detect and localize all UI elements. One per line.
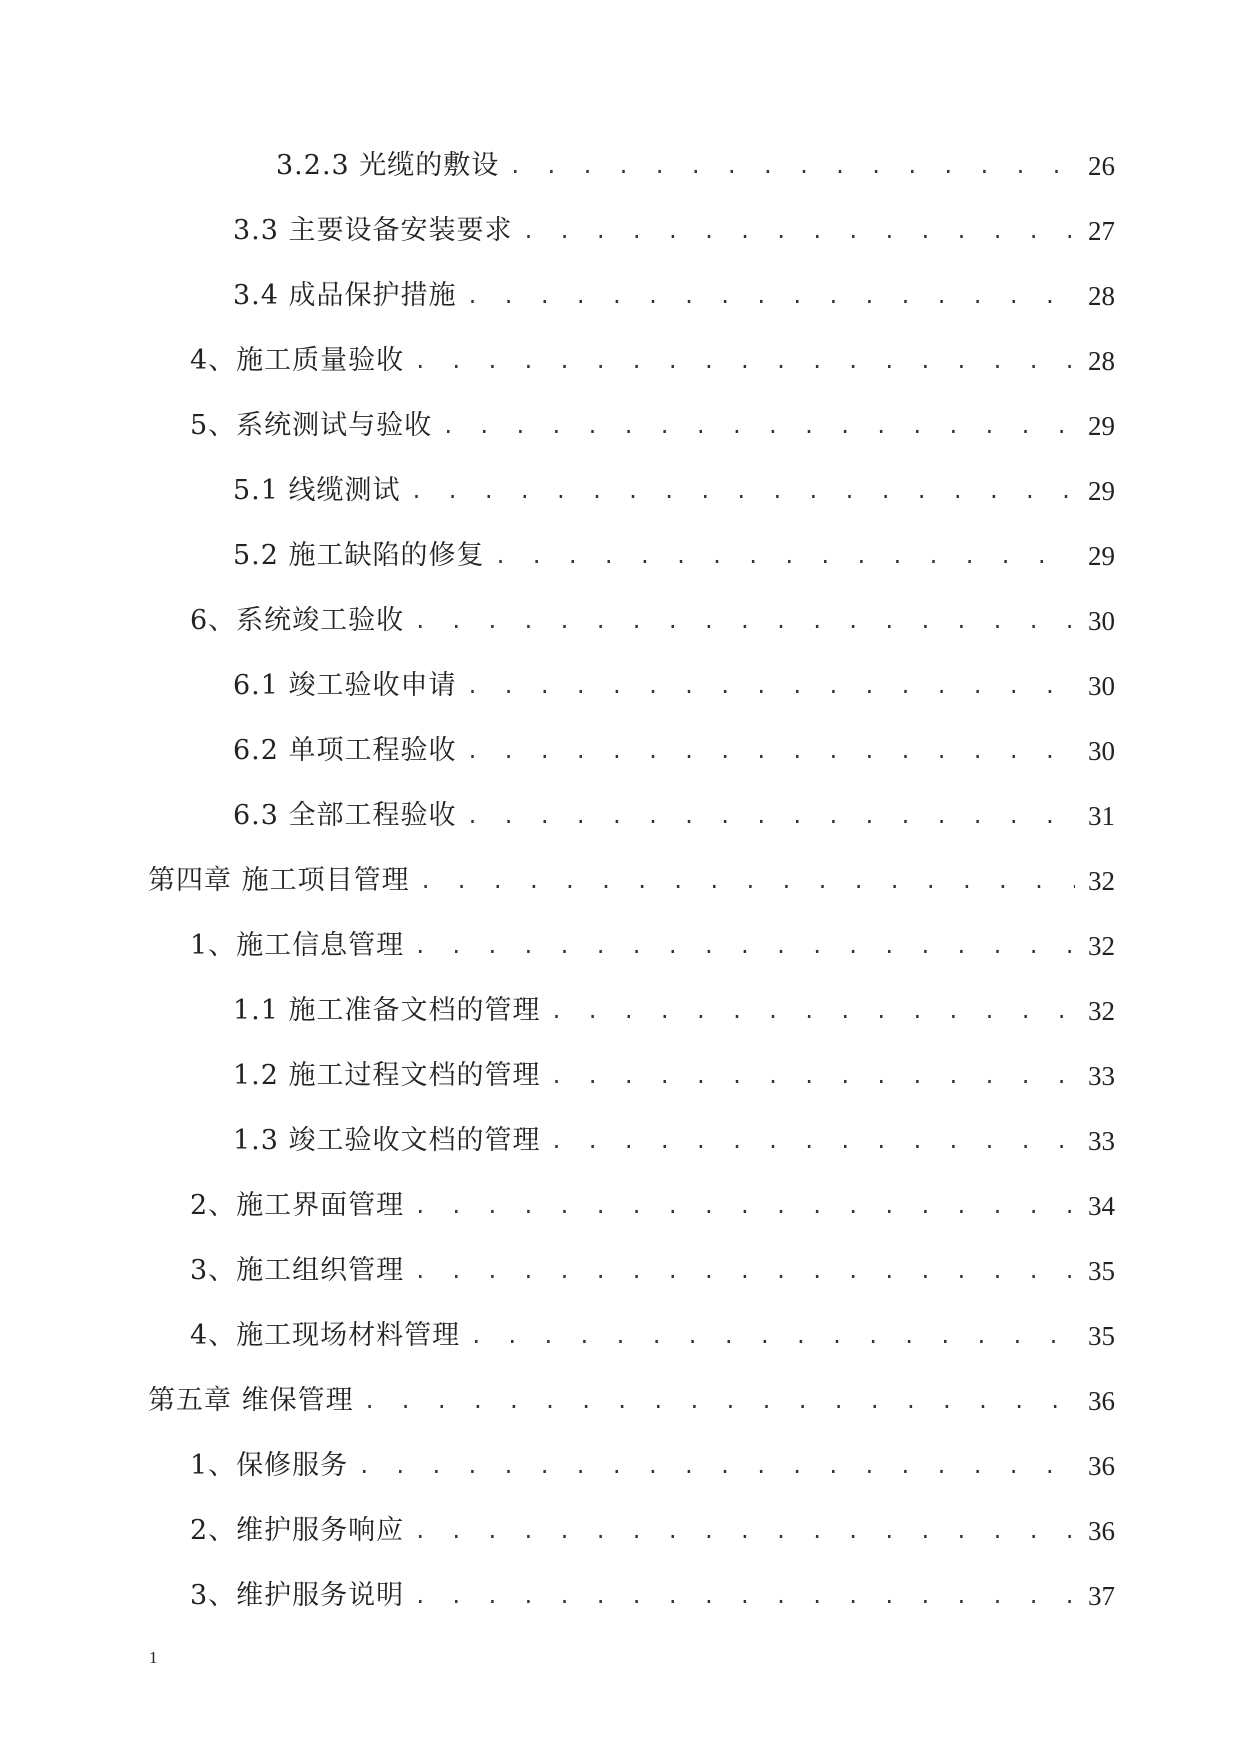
toc-entry-title: 4、施工质量验收 [190, 345, 405, 376]
dot-leader [414, 929, 1075, 963]
toc-page-number: 35 [1088, 1256, 1115, 1286]
dot-leader [442, 409, 1075, 443]
toc-page-number: 27 [1088, 216, 1115, 246]
toc-entry-title: 1.1 施工准备文档的管理 [233, 995, 541, 1026]
toc-entry[interactable] [0, 539, 1241, 604]
dot-leader [411, 474, 1075, 508]
toc-entry[interactable] [0, 929, 1241, 994]
dot-leader [551, 1124, 1075, 1158]
toc-page-number: 34 [1088, 1191, 1115, 1221]
toc-page-number: 33 [1088, 1061, 1115, 1091]
toc-entry-title: 1.2 施工过程文档的管理 [233, 1060, 541, 1091]
toc-page-number: 28 [1088, 281, 1115, 311]
toc-page-number: 32 [1088, 866, 1115, 896]
toc-entry[interactable] [0, 1124, 1241, 1189]
toc-entry[interactable] [0, 799, 1241, 864]
toc-entry-title: 6.1 竣工验收申请 [233, 670, 457, 701]
toc-entry-title: 3、维护服务说明 [190, 1580, 405, 1611]
dot-leader [495, 539, 1075, 573]
toc-entry[interactable] [0, 604, 1241, 669]
toc-entry-title: 3.2.3 光缆的敷设 [276, 150, 500, 181]
toc-entry[interactable] [0, 1319, 1241, 1384]
dot-leader [420, 864, 1075, 898]
toc-page-number: 26 [1088, 151, 1115, 181]
toc-page-number: 32 [1088, 931, 1115, 961]
toc-entry[interactable] [0, 1579, 1241, 1644]
dot-leader [551, 994, 1075, 1028]
dot-leader [551, 1059, 1075, 1093]
toc-entry[interactable] [0, 734, 1241, 799]
dot-leader [523, 214, 1075, 248]
dot-leader [358, 1449, 1075, 1483]
dot-leader [470, 1319, 1075, 1353]
dot-leader [509, 149, 1075, 183]
toc-entry-title: 第四章 施工项目管理 [148, 865, 410, 896]
toc-entry-title: 5.2 施工缺陷的修复 [233, 540, 485, 571]
toc-entry-title: 第五章 维保管理 [148, 1385, 354, 1416]
toc-entry-title: 1、施工信息管理 [190, 930, 405, 961]
toc-entry-title: 6.3 全部工程验收 [233, 800, 457, 831]
toc-page-number: 30 [1088, 606, 1115, 636]
toc-entry[interactable] [0, 279, 1241, 344]
toc-entry-title: 1.3 竣工验收文档的管理 [233, 1125, 541, 1156]
toc-entry-title: 2、维护服务响应 [190, 1515, 405, 1546]
toc-entry-chapter[interactable] [0, 864, 1241, 929]
toc-page-number: 28 [1088, 346, 1115, 376]
toc-page-number: 32 [1088, 996, 1115, 1026]
toc-page-number: 36 [1088, 1516, 1115, 1546]
dot-leader [414, 1514, 1075, 1548]
dot-leader [467, 669, 1075, 703]
dot-leader [414, 1579, 1075, 1613]
toc-page-number: 29 [1088, 541, 1115, 571]
toc-page-number: 37 [1088, 1581, 1115, 1611]
toc-entry[interactable] [0, 474, 1241, 539]
toc-page-number: 30 [1088, 671, 1115, 701]
toc-page-number: 36 [1088, 1451, 1115, 1481]
toc-entry[interactable] [0, 409, 1241, 474]
toc-entry[interactable] [0, 344, 1241, 409]
toc-entry-title: 3、施工组织管理 [190, 1255, 405, 1286]
dot-leader [414, 344, 1075, 378]
dot-leader [414, 1254, 1075, 1288]
toc-page-number: 36 [1088, 1386, 1115, 1416]
table-of-contents [0, 149, 1241, 1644]
toc-page-number: 33 [1088, 1126, 1115, 1156]
toc-entry-title: 5、系统测试与验收 [190, 410, 433, 441]
toc-entry[interactable] [0, 1059, 1241, 1124]
toc-entry-title: 2、施工界面管理 [190, 1190, 405, 1221]
toc-entry[interactable] [0, 1449, 1241, 1514]
dot-leader [467, 734, 1075, 768]
toc-page-number: 31 [1088, 801, 1115, 831]
toc-entry[interactable] [0, 669, 1241, 734]
dot-leader [414, 1189, 1075, 1223]
toc-entry[interactable] [0, 1514, 1241, 1579]
dot-leader [414, 604, 1075, 638]
toc-page-number: 30 [1088, 736, 1115, 766]
toc-entry-title: 4、施工现场材料管理 [190, 1320, 461, 1351]
toc-entry-title: 6、系统竣工验收 [190, 605, 405, 636]
dot-leader [467, 799, 1075, 833]
dot-leader [467, 279, 1075, 313]
toc-entry[interactable] [0, 1254, 1241, 1319]
toc-entry-chapter[interactable] [0, 1384, 1241, 1449]
toc-entry-title: 5.1 线缆测试 [233, 475, 401, 506]
toc-page-number: 29 [1088, 476, 1115, 506]
toc-entry-title: 3.4 成品保护措施 [233, 280, 457, 311]
toc-entry-title: 1、保修服务 [190, 1450, 349, 1481]
toc-entry[interactable] [0, 994, 1241, 1059]
toc-entry-title: 6.2 单项工程验收 [233, 735, 457, 766]
toc-page-number: 35 [1088, 1321, 1115, 1351]
toc-entry[interactable] [0, 1189, 1241, 1254]
toc-page-number: 29 [1088, 411, 1115, 441]
page-number-footer: 1 [149, 1648, 158, 1667]
toc-entry[interactable] [0, 149, 1241, 214]
toc-entry[interactable] [0, 214, 1241, 279]
toc-entry-title: 3.3 主要设备安装要求 [233, 215, 513, 246]
dot-leader [364, 1384, 1075, 1418]
